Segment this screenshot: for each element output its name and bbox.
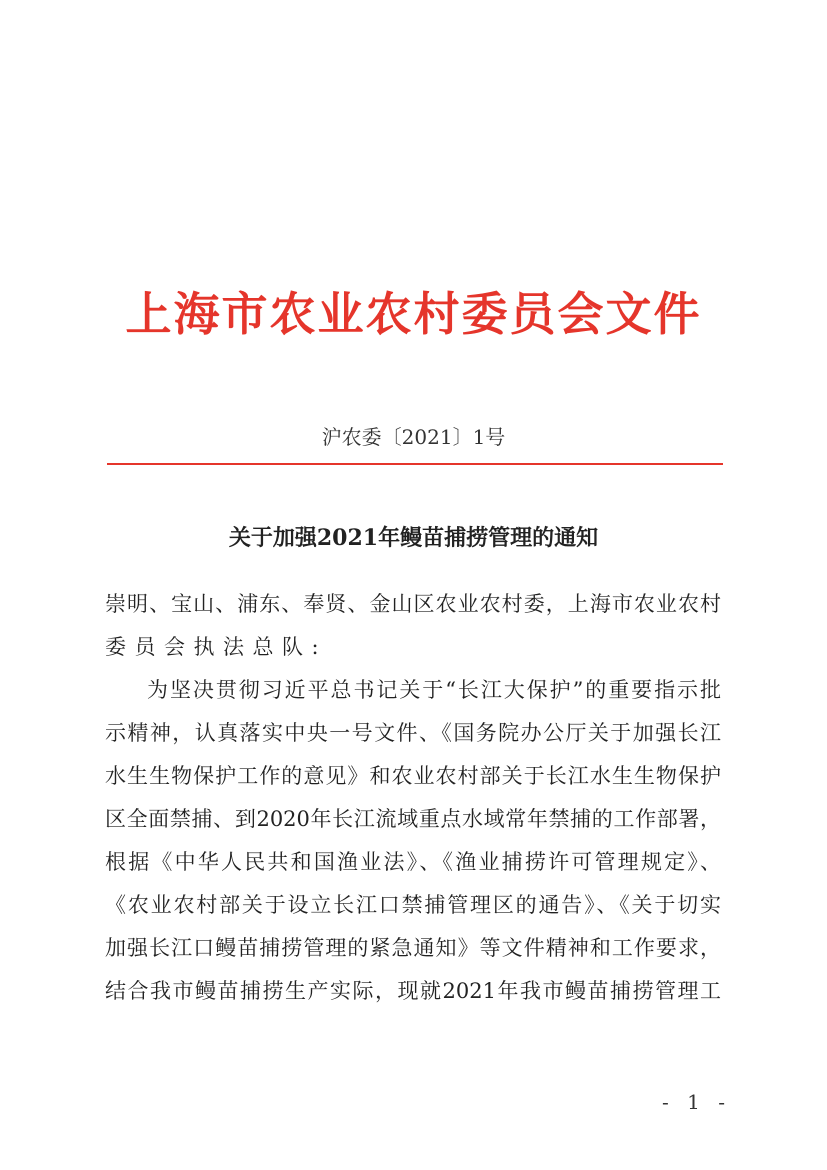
body-line: 结合我市鳗苗捕捞生产实际，现就2021年我市鳗苗捕捞管理工 (105, 979, 721, 1003)
body-line: 为坚决贯彻习近平总书记关于“长江大保护”的重要指示批 (147, 678, 721, 702)
document-number: 沪农委〔2021〕1号 (321, 425, 506, 449)
notice-subject-title: 关于加强2021年鳗苗捕捞管理的通知 (228, 525, 599, 551)
body-line: 水生生物保护工作的意见》和农业农村部关于长江水生生物保护 (105, 764, 721, 788)
red-divider-line (107, 463, 723, 465)
body-line: 委员会执法总队: (105, 635, 328, 659)
body-line: 根据《中华人民共和国渔业法》、《渔业捕捞许可管理规定》、 (105, 850, 721, 874)
document-header-title: 上海市农业农村委员会文件 (125, 287, 702, 341)
body-line: 《农业农村部关于设立长江口禁捕管理区的通告》、《关于切实 (105, 893, 721, 917)
body-line: 崇明、宝山、浦东、奉贤、金山区农业农村委，上海市农业农村 (105, 592, 721, 616)
page-number: - 1 - (662, 1090, 731, 1114)
body-line: 加强长江口鳗苗捕捞管理的紧急通知》等文件精神和工作要求， (105, 936, 721, 960)
body-line: 示精神，认真落实中央一号文件、《国务院办公厅关于加强长江 (105, 721, 721, 745)
body-line: 区全面禁捕、到2020年长江流域重点水域常年禁捕的工作部署， (105, 807, 721, 831)
